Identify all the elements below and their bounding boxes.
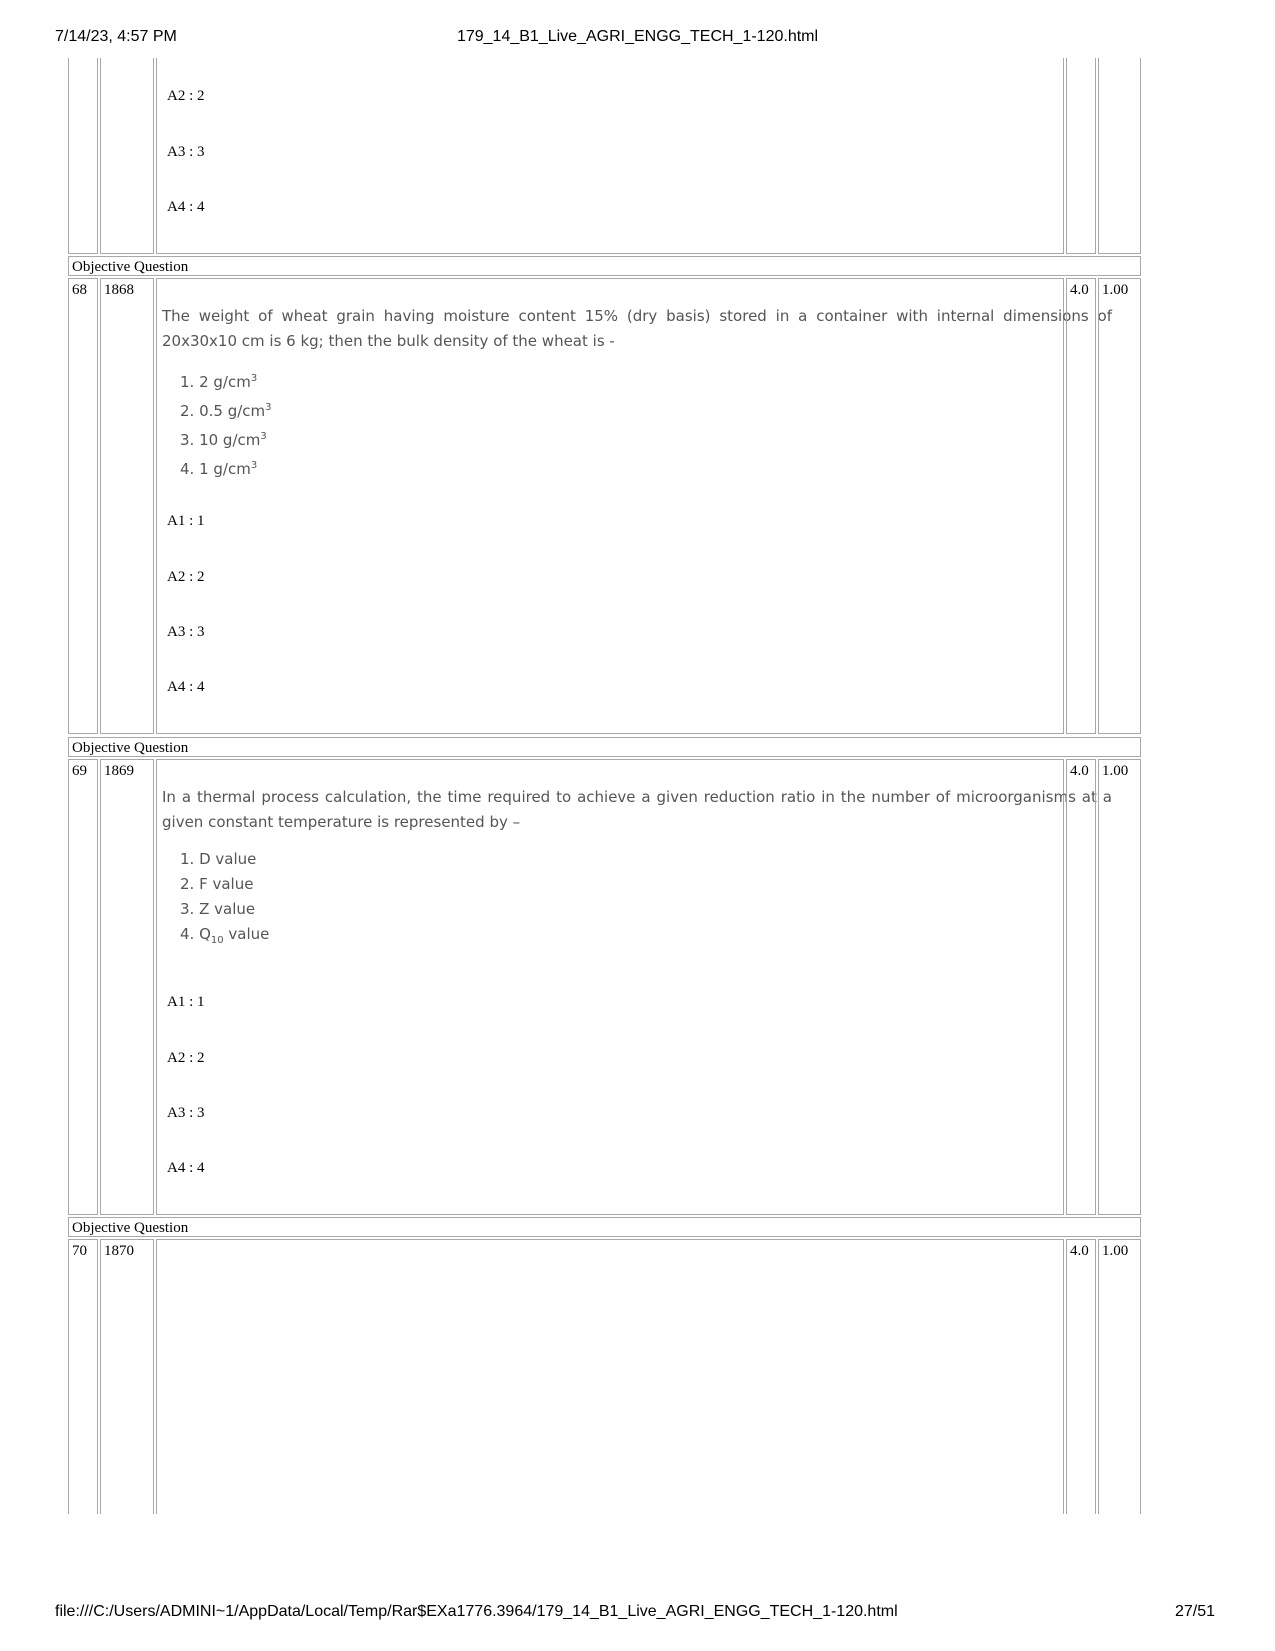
page-number: 27/51 <box>1175 1603 1216 1620</box>
question-negative-marks: 1.00 <box>1098 278 1141 734</box>
question-type-label: Objective Question <box>68 737 1141 757</box>
answer-option: A3 : 3 <box>167 624 205 640</box>
answer-option: A3 : 3 <box>167 1105 205 1121</box>
question-body <box>156 1239 1064 1514</box>
answer-option: A4 : 4 <box>167 199 205 215</box>
question-negative-marks: 1.00 <box>1098 759 1141 1215</box>
prev-question-body <box>156 58 1064 254</box>
question-text: The weight of wheat grain having moisture content 15% (dry basis) stored in a container with internal dimensions of 20x30x10 cm is 6 kg; then the bulk density of the wheat is - <box>162 307 1112 350</box>
question-marks: 4.0 <box>1066 759 1096 1215</box>
option-list <box>180 366 272 482</box>
answer-option: A1 : 1 <box>167 994 205 1010</box>
print-datetime: 7/14/23, 4:57 PM <box>55 28 177 45</box>
prev-col-negative <box>1098 58 1141 254</box>
answer-option: A4 : 4 <box>167 679 205 695</box>
answer-option: A4 : 4 <box>167 1160 205 1176</box>
question-number: 68 <box>68 278 98 734</box>
option-item: 4. $Q_{10}$ value <box>180 925 270 946</box>
option-item: 1. 2 $g/cm^3$ <box>180 373 258 391</box>
file-path: file:///C:/Users/ADMINI~1/AppData/Local/Temp/Rar$EXa1776.3964/179_14_B1_Live_AGRI_ENGG_TECH_1-120.html <box>55 1603 898 1620</box>
option-list <box>180 847 269 953</box>
answer-option: A3 : 3 <box>167 144 205 160</box>
prev-col-num <box>68 58 98 254</box>
question-id: 1869 <box>100 759 154 1215</box>
question-marks: 4.0 <box>1066 1239 1096 1514</box>
option-item: 3. Z value <box>180 900 256 918</box>
option-item: 4. 1 $g/cm^3$ <box>180 460 258 478</box>
answer-option: A2 : 2 <box>167 88 205 104</box>
option-item: 2. 0.5 $g/cm^3$ <box>180 402 272 420</box>
document-title: 179_14_B1_Live_AGRI_ENGG_TECH_1-120.html <box>456 28 819 45</box>
question-id: 1868 <box>100 278 154 734</box>
question-negative-marks: 1.00 <box>1098 1239 1141 1514</box>
prev-col-marks <box>1066 58 1096 254</box>
question-number: 70 <box>68 1239 98 1514</box>
question-id: 1870 <box>100 1239 154 1514</box>
option-item: 3. 10 $g/cm^3$ <box>180 431 267 449</box>
option-item: 2. F value <box>180 875 254 893</box>
option-item: 1. D value <box>180 850 257 868</box>
answer-option: A2 : 2 <box>167 1050 205 1066</box>
answer-option: A2 : 2 <box>167 569 205 585</box>
answer-option: A1 : 1 <box>167 513 205 529</box>
prev-col-id <box>100 58 154 254</box>
question-type-label: Objective Question <box>68 1217 1141 1237</box>
question-type-label: Objective Question <box>68 256 1141 276</box>
question-text: In a thermal process calculation, the time required to achieve a given reduction ratio in the number of microorganisms at a given constant temperature is represented by – <box>162 788 1112 831</box>
question-number: 69 <box>68 759 98 1215</box>
question-marks: 4.0 <box>1066 278 1096 734</box>
